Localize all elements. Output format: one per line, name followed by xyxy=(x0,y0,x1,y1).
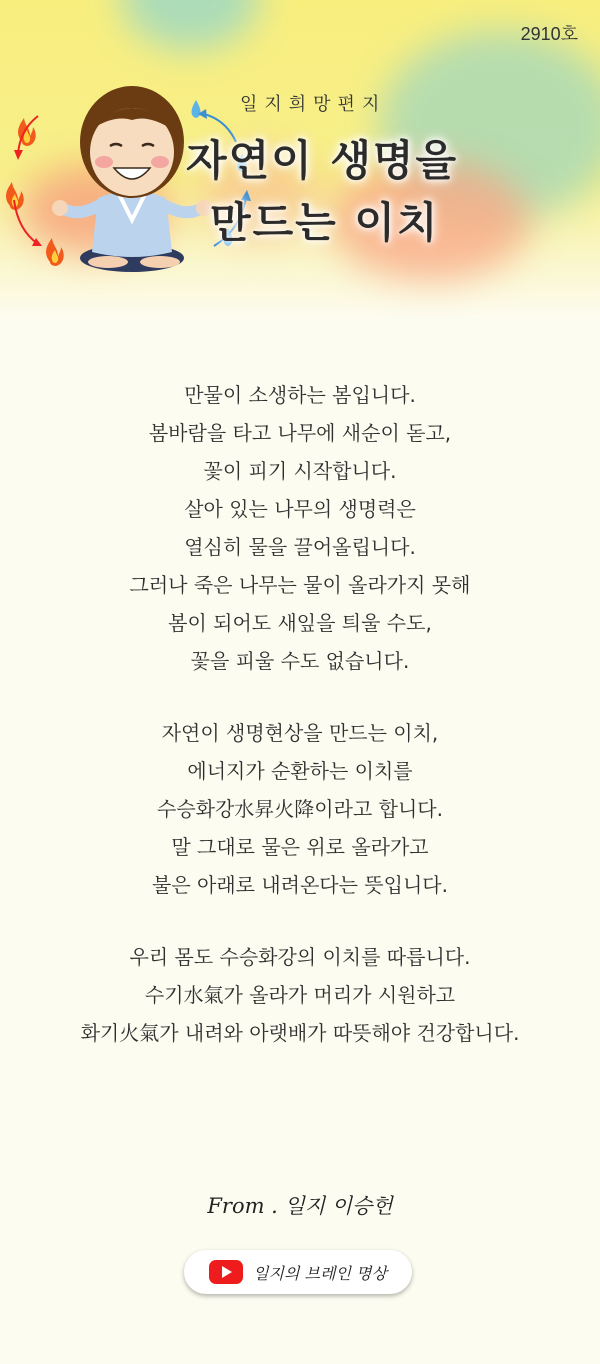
text-line: 수승화강水昇火降이라고 합니다. xyxy=(157,797,443,821)
text-line: 말 그대로 물은 위로 올라가고 xyxy=(171,835,429,859)
youtube-button-label: 일지의 브레인 명상 xyxy=(253,1263,387,1283)
issue-number: 2910호 xyxy=(520,24,578,44)
page-title-line2: 만드는 이치 xyxy=(210,198,440,247)
text-line: 꽃이 피기 시작합니다. xyxy=(203,459,397,483)
paragraph xyxy=(0,376,600,680)
text-line: 수기水氣가 올라가 머리가 시원하고 xyxy=(144,983,456,1007)
text-line: 봄이 되어도 새잎을 틔울 수도, xyxy=(168,611,432,635)
youtube-icon xyxy=(209,1260,243,1284)
paragraph xyxy=(0,938,600,1052)
text-line: 자연이 생명현상을 만드는 이치, xyxy=(161,721,439,745)
newsletter-name: 일지희망편지 xyxy=(240,94,387,115)
youtube-channel-button[interactable] xyxy=(184,1250,412,1294)
fire-icon xyxy=(46,238,64,266)
letter-body xyxy=(0,376,600,1052)
text-line: 그러나 죽은 나무는 물이 올라가지 못해 xyxy=(129,573,471,597)
text-line: 살아 있는 나무의 생명력은 xyxy=(184,497,416,521)
text-line: 봄바람을 타고 나무에 새순이 돋고, xyxy=(148,421,452,445)
text-line: 만물이 소생하는 봄입니다. xyxy=(184,383,416,407)
header-banner xyxy=(0,0,600,320)
text-line: 열심히 물을 끌어올립니다. xyxy=(184,535,416,559)
text-line: 에너지가 순환하는 이치를 xyxy=(187,759,413,783)
signature: From . 일지 이승헌 xyxy=(207,1194,393,1218)
paragraph xyxy=(0,714,600,904)
text-line: 꽃을 피울 수도 없습니다. xyxy=(190,649,410,673)
text-line: 우리 몸도 수승화강의 이치를 따릅니다. xyxy=(129,945,471,969)
background-blob xyxy=(120,0,260,50)
page-title-line1: 자연이 생명을 xyxy=(186,136,459,185)
text-line: 불은 아래로 내려온다는 뜻입니다. xyxy=(152,873,448,897)
text-line: 화기火氣가 내려와 아랫배가 따뜻해야 건강합니다. xyxy=(80,1021,520,1045)
water-drop-icon xyxy=(192,100,201,118)
